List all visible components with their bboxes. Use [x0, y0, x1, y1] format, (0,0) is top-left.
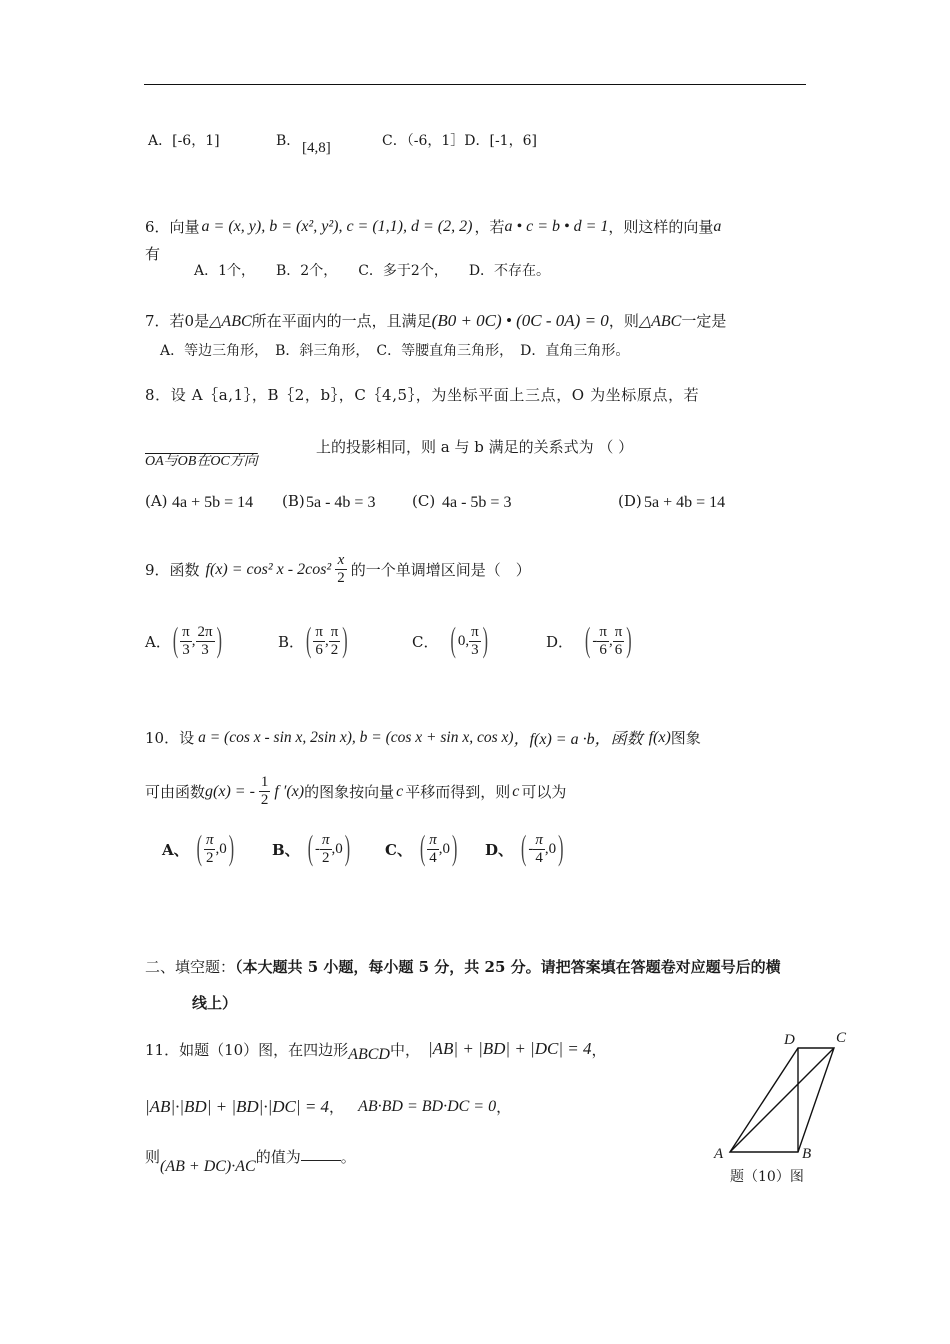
q7-expression: (B0 + 0C) • (0C - 0A) = 0 — [431, 310, 609, 330]
q7-triangle: △ABC — [209, 312, 252, 330]
q7-text4: ，则 — [608, 312, 639, 330]
q7-line — [145, 310, 726, 331]
q9-option-c — [412, 621, 490, 660]
q8-option-d-label: (D) — [618, 492, 642, 510]
figure-label-b: B — [802, 1146, 812, 1162]
q10-option-b — [272, 829, 352, 868]
q11-expr3: AB·BD = BD·DC = 0 — [358, 1097, 497, 1115]
q10-line2-b: 的图象按向量 — [304, 783, 395, 801]
q11-comma2: ， — [329, 1098, 345, 1116]
q9-option-d-interval: ( - $\frac{\pi}{6}$ , $\frac{\pi}{6}$ ) — [585, 621, 632, 660]
q5-option-b-value: [4,8] — [302, 140, 331, 156]
q6-number: 6．向量 — [145, 218, 200, 236]
figure-caption: 题（10）图 — [730, 1169, 804, 1185]
q10-option-a-vector: ( $\frac{\pi}{2}$ ,0 ) — [196, 829, 235, 868]
q10-f-tail: f(x) — [648, 728, 671, 746]
q10-c-var2: c — [512, 782, 520, 800]
q9-option-c-interval: ( 0, $\frac{\pi}{3}$ ) — [450, 621, 488, 660]
q11-text2: 中， — [389, 1040, 420, 1059]
q10-vectors: a = (cos x - sin x, 2sin x), b = (cos x + sin x, cos x) — [198, 728, 514, 746]
q10-option-d-vector: ( - $\frac{\pi}{4}$ ,0 ) — [521, 829, 564, 868]
q11-line3 — [145, 1146, 356, 1176]
q9-option-a — [145, 621, 224, 660]
q11-then: 则 — [145, 1148, 161, 1166]
q10-f-tail2: 图象 — [670, 729, 701, 747]
q9-fraction — [335, 552, 347, 587]
q5-option-b-label: B． — [276, 133, 301, 149]
q8-option-b: 5a - 4b = 3 — [306, 494, 376, 511]
q8-option-b-label: (B) — [282, 492, 305, 510]
q11-line1 — [145, 1034, 607, 1064]
q11-quad: ABCD — [348, 1046, 390, 1063]
q11-text1: 11．如题（10）图，在四边形 — [145, 1040, 349, 1059]
q9-option-d — [546, 621, 634, 660]
q7-options: A．等边三角形， B．斜三角形， C．等腰直角三角形， D．直角三角形。 — [160, 343, 630, 359]
q10-option-c — [385, 829, 459, 868]
figure-label-c: C — [836, 1030, 847, 1046]
q10-f-def: ，f(x) = a ·b，函数 — [513, 731, 643, 748]
section2-title: 二、填空题： — [145, 958, 236, 976]
q11-answer-blank — [301, 1146, 341, 1161]
q7-text2: 是 — [194, 312, 210, 330]
q6-options: A．1个， B．2个， C．多于2个， D．不存在。 — [194, 263, 551, 279]
q10-option-b-label: B、 — [272, 841, 300, 859]
q10-g-expr: g(x) = - — [205, 782, 255, 800]
q6-tail-var: a — [713, 217, 722, 235]
q7-text5: 一定是 — [681, 312, 727, 330]
q8-option-c-label: (C) — [412, 492, 436, 510]
q10-line2-a: 可由函数 — [145, 783, 206, 801]
q8-vectors: OA与OB在OC方向 — [145, 454, 258, 469]
q5-option-c-d: C．（-6，1］D．[-1，6] — [382, 133, 537, 149]
q6-cond-prefix: ，若 — [474, 218, 505, 236]
section2-desc2: 线上） — [192, 994, 238, 1012]
q9-option-b-label: B． — [278, 633, 305, 651]
q10-line2-d: 可以为 — [521, 783, 567, 801]
q9-prefix: 9．函数 — [145, 561, 200, 579]
q9-fraction-num: x — [335, 552, 347, 570]
q6-tail: ，则这样的向量 — [608, 218, 714, 236]
q9-expression: f(x) = cos² x - 2cos² — [205, 560, 332, 578]
q7-text3: 所在平面内的一点，且满足 — [251, 312, 432, 330]
q10-line1 — [145, 726, 701, 749]
q6-line — [145, 216, 721, 237]
q10-option-a — [162, 829, 236, 868]
q6-tail2: 有 — [145, 245, 161, 263]
section2-desc: （本大题共 5 小题，每小题 5 分，共 25 分。请把答案填在答题卷对应题号后的横 — [235, 958, 781, 976]
q11-line2 — [145, 1096, 511, 1117]
diagonal-ac — [730, 1048, 834, 1152]
q10-g-fraction-den: 2 — [260, 792, 269, 808]
q7-text1: 7．若 — [145, 312, 185, 330]
q10-prefix: 10．设 — [145, 729, 195, 747]
section2-heading — [145, 956, 781, 977]
q10-option-a-label: A、 — [162, 841, 189, 859]
q8-line1: 8．设 A｛a,1｝，B｛2，b｝，C｛4,5｝，为坐标平面上三点，O 为坐标原点，若 — [145, 386, 700, 404]
q8-option-a: 4a + 5b = 14 — [172, 494, 254, 511]
q8-option-a-label: (A) — [145, 492, 168, 510]
q9-line — [145, 552, 531, 587]
header-rule — [144, 84, 806, 85]
q9-option-d-label: D． — [546, 633, 574, 651]
q10-option-c-label: C、 — [385, 841, 412, 859]
q10-line2-c: 平移而得到，则 — [405, 783, 511, 801]
q9-suffix: 的一个单调增区间是（ ） — [350, 561, 531, 579]
q11-comma1: ， — [591, 1040, 607, 1059]
q10-option-c-vector: ( $\frac{\pi}{4}$ ,0 ) — [419, 829, 458, 868]
q11-comma3: ， — [496, 1098, 512, 1116]
q9-option-b-interval: ( $\frac{\pi}{6}$ , $\frac{\pi}{2}$ ) — [306, 621, 348, 660]
q11-expr4: (AB + DC)·AC — [160, 1158, 256, 1175]
figure-label-a: A — [714, 1146, 724, 1162]
q11-expr2: |AB|·|BD| + |BD|·|DC| = 4 — [145, 1096, 330, 1116]
q8-line2: 上的投影相同，则 a 与 b 满足的关系式为 （ ） — [316, 438, 634, 456]
q10-option-d-label: D、 — [485, 841, 514, 859]
q9-option-c-label: C． — [412, 633, 439, 651]
q7-point: 0 — [184, 311, 195, 330]
q9-option-b — [278, 621, 350, 660]
q10-option-b-vector: ( - $\frac{\pi}{2}$ ,0 ) — [307, 829, 351, 868]
q6-condition: a • c = b • d = 1 — [504, 217, 609, 235]
q10-c-var: c — [396, 782, 404, 800]
q9-option-a-interval: ( $\frac{\pi}{3}$ , $\frac{2\pi}{3}$ ) — [172, 621, 222, 660]
q11-end: 。 — [340, 1148, 356, 1166]
quadrilateral-figure — [700, 1028, 860, 1188]
figure-label-d: D — [784, 1032, 795, 1048]
q11-expr1: |AB| + |BD| + |DC| = 4 — [427, 1039, 592, 1058]
q10-g-fraction-num: 1 — [260, 774, 269, 790]
q10-g-tail: f ′(x) — [274, 782, 305, 800]
q8-option-c: 4a - 5b = 3 — [442, 494, 512, 511]
q9-fraction-den: 2 — [337, 570, 345, 586]
q10-g-fraction — [259, 774, 271, 809]
q8-option-d: 5a + 4b = 14 — [644, 494, 726, 511]
q10-option-d — [485, 829, 565, 868]
q10-line2 — [145, 774, 566, 809]
q6-vectors: a = (x, y), b = (x², y²), c = (1,1), d = (2, 2) — [201, 217, 473, 235]
q11-value-text: 的值为 — [255, 1148, 301, 1166]
q5-option-a: A．[-6，1] — [148, 133, 220, 149]
q7-triangle2: △ABC — [638, 312, 682, 330]
q9-option-a-label: A． — [145, 633, 171, 651]
